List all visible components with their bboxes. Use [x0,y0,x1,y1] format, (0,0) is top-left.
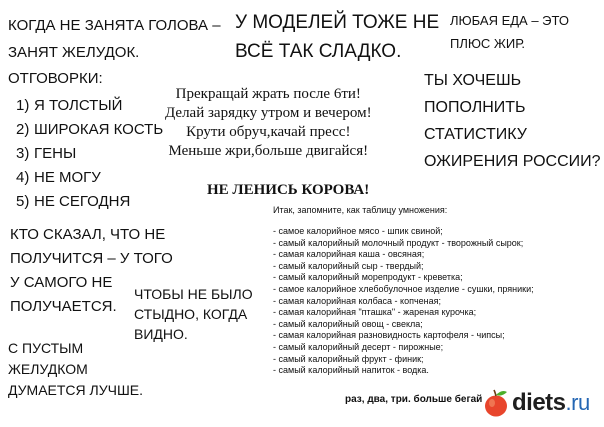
quote-line: ОЖИРЕНИЯ РОССИИ? [424,153,601,170]
quote-statistics [424,67,601,175]
quote-line: ВИДНО. [134,326,188,342]
motivation-line: Делай зарядку утром и вечером! [165,105,372,121]
excuse-item: 3) ГЕНЫ [16,145,77,162]
excuse-item: 5) НЕ СЕГОДНЯ [16,193,131,210]
apple-logo-icon [482,388,510,418]
quote-models [235,8,439,66]
calorie-item: - самый калорийный сыр - твердый; [273,260,424,271]
calorie-item: - самое калорийное мясо - шпик свиной; [273,226,443,236]
calorie-item: - самая калорийная разновидность картофеля - чипсы; [273,330,505,341]
excuse-item: 4) НЕ МОГУ [16,169,101,186]
quote-line: С ПУСТЫМ [8,340,84,356]
calorie-item: - самая калорийная колбаса - копченая; [273,295,441,306]
calorie-item: - самый калорийный овощ - свекла; [273,318,423,329]
quote-empty-stomach [8,338,143,401]
excuses-heading: ОТГОВОРКИ: [8,70,103,87]
motivation-line: Крути обруч,качай пресс! [186,124,351,140]
excuse-item: 2) ШИРОКАЯ КОСТЬ [16,121,164,138]
excuse-item: 1) Я ТОЛСТЫЙ [16,97,123,114]
quote-line: КОГДА НЕ ЗАНЯТА ГОЛОВА – [8,17,221,34]
quote-line: ДУМАЕТСЯ ЛУЧШЕ. [8,382,144,398]
diets-logo[interactable] [482,386,590,420]
quote-head-stomach [8,12,221,66]
quote-line: У МОДЕЛЕЙ ТОЖЕ НЕ [235,12,440,33]
calorie-table-heading: Итак, запомните, как таблицу умножения: [273,205,448,215]
calorie-item: - самая калорийная каша - овсяная; [273,249,425,260]
quote-shame [134,284,253,344]
quote-line: СТЫДНО, КОГДА [134,306,248,322]
logo-wordmark: diets.ru [512,389,590,416]
quote-line: КТО СКАЗАЛ, ЧТО НЕ [10,226,166,243]
quote-line: ЖЕЛУДКОМ [8,361,88,377]
quote-line: ЛЮБАЯ ЕДА – ЭТО [450,13,569,28]
quote-line: ПЛЮС ЖИР. [450,36,526,51]
calorie-item: - самый калорийный напиток - водка. [273,365,429,376]
lazy-cow-heading: НЕ ЛЕНИСЬ КОРОВА! [207,182,370,198]
quote-line: ТЫ ХОЧЕШЬ [424,72,522,89]
motivation-line: Меньше жри,больше двигайся! [168,143,369,159]
quote-food-fat [450,9,569,55]
motivation-line: Прекращай жрать после 6ти! [175,86,361,102]
center-motivation [165,85,372,161]
quote-line: ПОЛУЧИТСЯ – У ТОГО [10,250,173,267]
quote-line: ВСЁ ТАК СЛАДКО. [235,41,402,62]
calorie-item: - самый калорийный морепродукт - креветка; [273,272,463,283]
calorie-item: - самый калорийный фрукт - финик; [273,353,424,364]
quote-line: У САМОГО НЕ [10,274,113,291]
calorie-item: - самый калорийный молочный продукт - творожный сырок; [273,237,524,248]
calorie-table-list [273,226,534,377]
calorie-item: - самое калорийное хлебобулочное изделие - сушки, пряники; [273,283,534,294]
quote-line: ЗАНЯТ ЖЕЛУДОК. [8,44,140,61]
quote-line: ПОПОЛНИТЬ [424,99,526,116]
quote-line: ЧТОБЫ НЕ БЫЛО [134,286,253,302]
calorie-item: - самый калорийный десерт - пирожные; [273,341,444,352]
calorie-item: - самая калорийная "пташка" - жареная курочка; [273,307,477,318]
quote-line: СТАТИСТИКУ [424,126,527,143]
excuses-list [16,94,163,214]
quote-line: ПОЛУЧАЕТСЯ. [10,298,117,315]
footer-text: раз, два, три. больше бегай [345,394,483,405]
